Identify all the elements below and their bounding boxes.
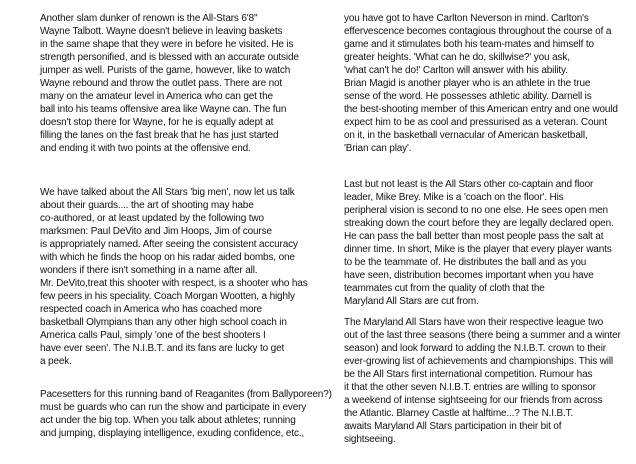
- text-line: respected coach in America who has coached more: [40, 304, 262, 315]
- text-line: streaking down the court before they are legally declared open.: [344, 218, 614, 229]
- text-line: few peers in his speciality. Coach Morgan Wootten, a highly: [40, 291, 295, 302]
- text-line: sense of the word. He possesses athletic ability. Darnell is: [344, 91, 592, 102]
- text-line: sightseeing.: [344, 434, 396, 445]
- text-line: teammates cut from the quality of cloth that the: [344, 283, 545, 294]
- text-line: to be the teammate of. He distributes the ball and as you: [344, 257, 587, 268]
- text-line: Wayne Talbott. Wayne doesn't believe in leaving baskets: [40, 26, 283, 37]
- text-line: it that the other seven N.I.B.T. entries are willing to sponsor: [344, 382, 596, 393]
- right-paragraph-1: [344, 12, 618, 155]
- text-line: Mr. DeVito,treat this shooter with respect, is a shooter who has: [40, 278, 308, 289]
- text-line: the best-shooting member of this American entry and one would: [344, 104, 618, 115]
- text-line: doesn't stop there for Wayne, for he is equally adept at: [40, 117, 274, 128]
- text-line: be the All Stars first international competition. Rumour has: [344, 369, 593, 380]
- text-line: season) and look forward to adding the N.I.B.T. crown to their: [344, 343, 606, 354]
- text-line: must be guards who can run the show and participate in every: [40, 402, 307, 413]
- text-line: greater heights. 'What can he do, skillwise?' you ask,: [344, 52, 570, 63]
- text-line: and ending it with two points at the offensive end.: [40, 143, 251, 154]
- text-line: on it, in the basketball vernacular of American basketball,: [344, 130, 588, 141]
- text-line: is appropriately named. After seeing the consistent accuracy: [40, 239, 298, 250]
- text-line: have seen, distribution becomes important when you have: [344, 270, 594, 281]
- text-line: co-authored, or at least updated by the following two: [40, 213, 264, 224]
- text-line: have ever seen'. The N.I.B.T. and its fans are lucky to get: [40, 343, 285, 354]
- text-line: Another slam dunker of renown is the All-Stars 6'8'': [40, 13, 258, 24]
- text-line: The Maryland All Stars have won their respective league two: [344, 317, 604, 328]
- text-line: ball into his teams offensive area like Wayne can. The fun: [40, 104, 287, 115]
- text-line: awaits Maryland All Stars participation in their bit of: [344, 421, 562, 432]
- right-paragraph-2: [344, 178, 614, 308]
- text-line: We have talked about the All Stars 'big men', now let us talk: [40, 187, 295, 198]
- text-line: and jumping, displaying intelligence, exuding confidence, etc.,: [40, 428, 305, 439]
- text-line: 'what can't he do!' Carlton will answer with his ability.: [344, 65, 568, 76]
- text-line: 'Brian can play'.: [344, 143, 412, 154]
- left-paragraph-3: [40, 388, 332, 440]
- text-line: leader, Mike Brey. Mike is a 'coach on the floor'. His: [344, 192, 564, 203]
- text-line: America calls Paul, simply 'one of the best shooters I: [40, 330, 266, 341]
- text-line: effervescence becomes contagious throughout the course of a: [344, 26, 612, 37]
- left-paragraph-1: [40, 12, 299, 155]
- text-line: act under the big top. When you talk about athletes; running: [40, 415, 296, 426]
- text-line: peripheral vision is second to no one else. He sees open men: [344, 205, 608, 216]
- text-line: He can pass the ball better than most people pass the salt at: [344, 231, 604, 242]
- text-line: out of the last three seasons (there being a summer and a winter: [344, 330, 621, 341]
- text-line: strength personified, and is blessed with an accurate outside: [40, 52, 299, 63]
- text-line: Maryland All Stars are cut from.: [344, 296, 479, 307]
- left-paragraph-2: [40, 186, 308, 368]
- text-line: the Atlantic. Blarney Castle at halftime...? The N.I.B.T.: [344, 408, 574, 419]
- text-line: ever-growing list of achievements and championships. This will: [344, 356, 613, 367]
- text-line: dinner time. In short, Mike is the player that every player wants: [344, 244, 612, 255]
- text-line: with which he finds the hoop on his radar aided bombs, one: [40, 252, 295, 263]
- text-line: a weekend of intense sightseeing for our friends from across: [344, 395, 603, 406]
- text-line: game and it stimulates both his team-mates and himself to: [344, 39, 594, 50]
- right-paragraph-3: [344, 316, 621, 446]
- text-line: jumper as well. Purists of the game, however, like to watch: [40, 65, 291, 76]
- text-line: Pacesetters for this running band of Reaganites (from Ballyporeen?): [40, 389, 332, 400]
- text-line: Wayne rebound and throw the outlet pass. There are not: [40, 78, 283, 89]
- text-line: wonders if there isn't something in a name after all.: [40, 265, 258, 276]
- text-line: about their guards.... the art of shooting may habe: [40, 200, 254, 211]
- text-line: basketball Olympians than any other high school coach in: [40, 317, 287, 328]
- text-line: Last but not least is the All Stars other co-captain and floor: [344, 179, 594, 190]
- text-line: in the same shape that they were in before he visited. He is: [40, 39, 294, 50]
- text-line: you have got to have Carlton Neverson in mind. Carlton's: [344, 13, 589, 24]
- text-line: Brian Magid is another player who is an athlete in the true: [344, 78, 591, 89]
- text-line: filling the lanes on the fast break that he has just started: [40, 130, 279, 141]
- text-line: a peek.: [40, 356, 72, 367]
- text-line: marksmen: Paul DeVito and Jim Hoops, Jim of course: [40, 226, 272, 237]
- text-line: many on the amateur level in America who can get the: [40, 91, 273, 102]
- text-line: expect him to be as cool and pressurised as a veteran. Count: [344, 117, 607, 128]
